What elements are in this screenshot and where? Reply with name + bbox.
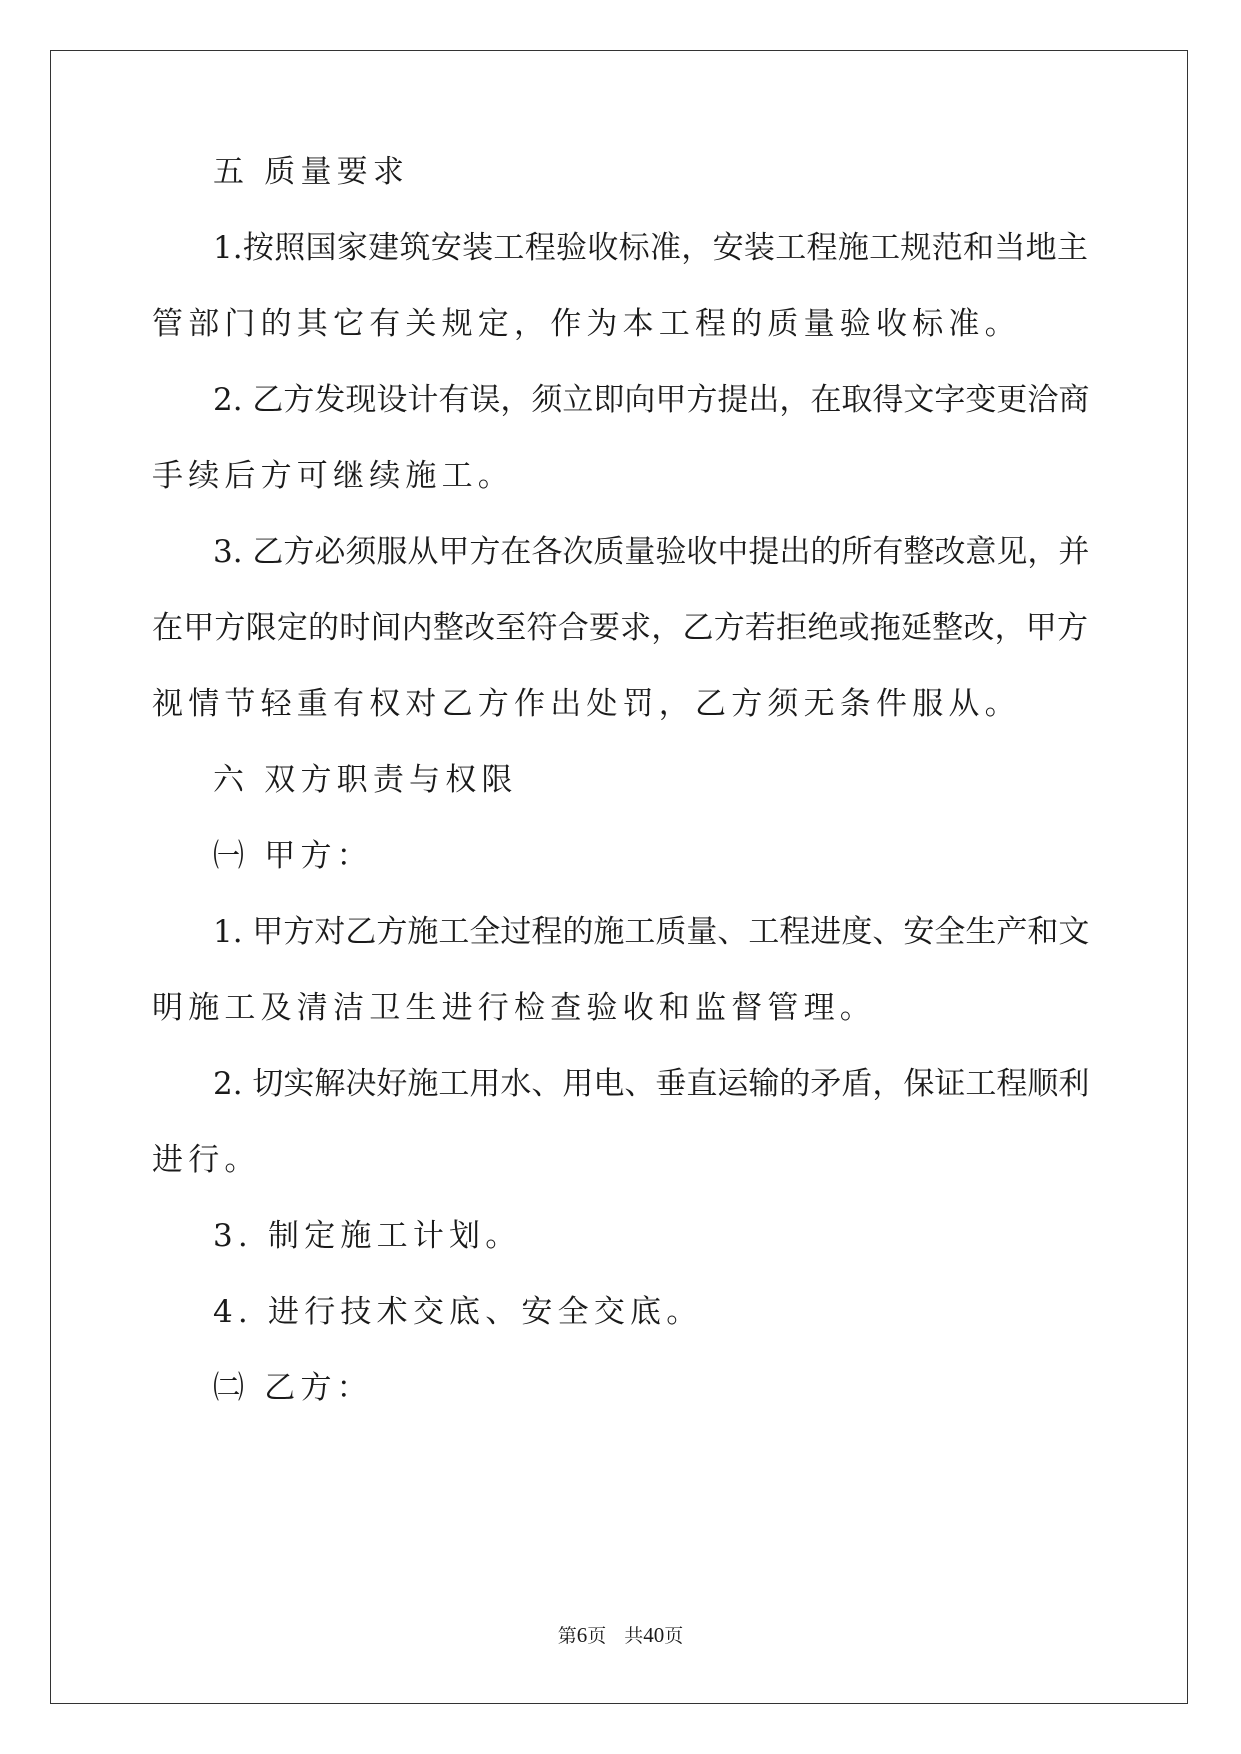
paragraph-line: 进行。: [152, 1142, 261, 1178]
paragraph-line: 在甲方限定的时间内整改至符合要求，乙方若拒绝或拖延整改，甲方: [152, 610, 1088, 646]
paragraph-line: 明施工及清洁卫生进行检查验收和监督管理。: [152, 990, 876, 1026]
footer-page-prefix: 第: [557, 1625, 577, 1647]
subsection-heading-party-a: ㈠ 甲方：: [213, 838, 373, 874]
paragraph-line: 1. 甲方对乙方施工全过程的施工质量、工程进度、安全生产和文: [213, 914, 1090, 950]
paragraph-line: 视情节轻重有权对乙方作出处罚，乙方须无条件服从。: [152, 686, 1021, 722]
footer-total-unit: 页: [664, 1625, 684, 1647]
paragraph-line: 2. 切实解决好施工用水、用电、垂直运输的矛盾，保证工程顺利: [213, 1066, 1090, 1102]
footer-page-unit: 页: [587, 1625, 607, 1647]
paragraph-line: 4. 进行技术交底、安全交底。: [213, 1294, 703, 1330]
section-heading-duties: 六 双方职责与权限: [213, 762, 518, 798]
paragraph-line: 2. 乙方发现设计有误，须立即向甲方提出，在取得文字变更洽商: [213, 382, 1090, 418]
paragraph-line: 手续后方可继续施工。: [152, 458, 514, 494]
page-footer: [0, 1622, 1241, 1649]
paragraph-line: 1.按照国家建筑安装工程验收标准，安装工程施工规范和当地主: [213, 230, 1088, 266]
paragraph-line: 3. 制定施工计划。: [213, 1218, 522, 1254]
footer-total-prefix: 共: [624, 1625, 644, 1647]
footer-total-pages: 40: [643, 1623, 665, 1647]
page-border: [50, 50, 1188, 1704]
paragraph-line: 管部门的其它有关规定，作为本工程的质量验收标准。: [152, 306, 1021, 342]
paragraph-line: 3. 乙方必须服从甲方在各次质量验收中提出的所有整改意见，并: [213, 534, 1090, 570]
section-heading-quality: 五 质量要求: [213, 154, 410, 190]
subsection-heading-party-b: ㈡ 乙方：: [213, 1370, 373, 1406]
footer-page-number: 6: [576, 1623, 588, 1647]
